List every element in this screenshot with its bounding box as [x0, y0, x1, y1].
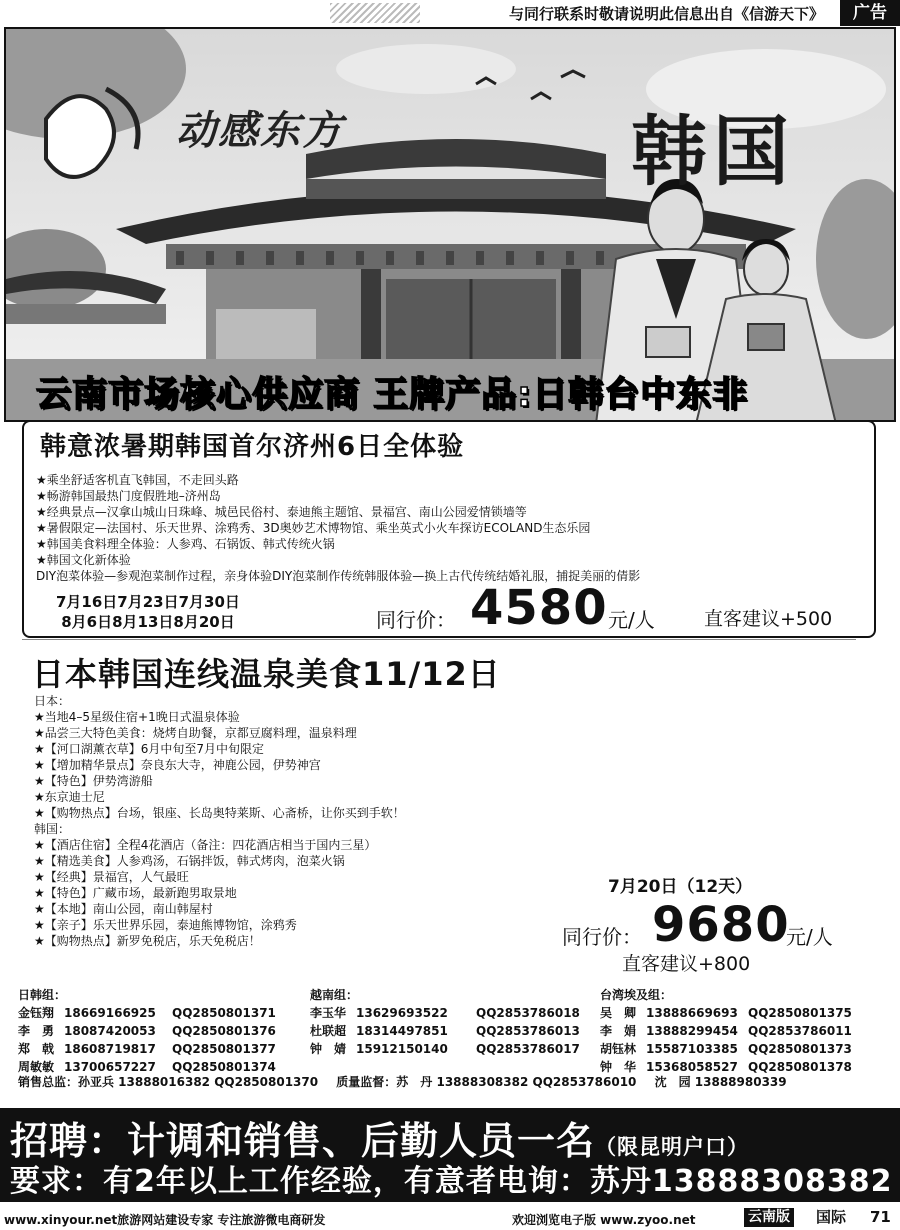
contact-phone[interactable]: 13888299454 — [646, 1024, 738, 1038]
contact-qq: QQ2850801378 — [748, 1060, 852, 1074]
contact-name: 胡钰林 — [600, 1042, 637, 1056]
highlight-line: ★当地4–5星级住宿+1晚日式温泉体验 — [34, 710, 240, 724]
highlight-line: ★【特色】伊势湾游船 — [34, 774, 153, 788]
group-title: 台湾埃及组： — [600, 988, 673, 1002]
contact-name: 杜联超 — [310, 1024, 347, 1038]
tour-title: 韩意浓暑期韩国首尔济州6日全体验 — [40, 432, 465, 462]
price-value: 9680 — [652, 897, 790, 953]
contact-row — [310, 1004, 580, 1022]
contact-name: 钟 婧 — [310, 1042, 347, 1056]
contact-phone[interactable]: 15368058527 — [646, 1060, 738, 1074]
contact-group-vietnam — [310, 986, 580, 1058]
contact-name: 周敏敏 — [18, 1060, 55, 1074]
contact-phone[interactable]: 15912150140 — [356, 1042, 448, 1056]
departure-dates — [56, 592, 240, 632]
tour-highlights — [36, 472, 640, 584]
price-unit: 元/人 — [786, 925, 833, 949]
contact-phone[interactable]: 13629693522 — [356, 1006, 448, 1020]
contact-qq: QQ2853786013 — [476, 1024, 580, 1038]
contact-phone[interactable]: 18669166925 — [64, 1006, 156, 1020]
page-number: 71 — [870, 1208, 891, 1226]
contact-row — [310, 1022, 580, 1040]
contact-group-taiwan-egypt — [600, 986, 852, 1076]
contact-qq: QQ2853786011 — [748, 1024, 852, 1038]
highlight-line: ★暑假限定—法国村、乐天世界、涂鸦秀、3D奥妙艺术博物馆、乘坐英式小火车探访ECOLAND生态乐园 — [36, 521, 591, 535]
highlight-line: ★品尝三大特色美食：烧烤自助餐，京都豆腐料理，温泉料理 — [34, 726, 357, 740]
footer-right-link[interactable]: 欢迎浏览电子版 www.zyoo.net — [512, 1213, 696, 1227]
contact-row — [18, 1040, 276, 1058]
highlight-line: ★【河口湖薰衣草】6月中旬至7月中旬限定 — [34, 742, 265, 756]
group-title: 越南组： — [310, 988, 359, 1002]
section-divider — [22, 639, 856, 640]
tour-japan-korea-11day — [22, 645, 876, 985]
highlight-line: ★畅游韩国最热门度假胜地–济州岛 — [36, 489, 221, 503]
highlight-line: ★【经典】景福宫，人气最旺 — [34, 870, 189, 884]
highlight-line: ★【精选美食】人参鸡汤，石锅拌饭，韩式烤肉，泡菜火锅 — [34, 854, 345, 868]
highlight-line: ★韩国美食料理全体验：人参鸡、石锅饭、韩式传统火锅 — [36, 537, 335, 551]
extra-contact: 沈 园 13888980339 — [654, 1075, 787, 1089]
top-bar — [0, 0, 900, 26]
quality-supervisor: 质量监督：苏 丹 13888308382 QQ2853786010 — [336, 1075, 637, 1089]
retail-advice: 直客建议+500 — [704, 608, 833, 630]
price-label: 同行价： — [562, 925, 642, 949]
contact-phone[interactable]: 18608719817 — [64, 1042, 156, 1056]
contact-name: 郑 戟 — [18, 1042, 55, 1056]
hero-illustration — [6, 29, 896, 422]
highlight-line: ★经典景点—汉拿山城山日珠峰、城邑民俗村、泰迪熊主题馆、景福宫、南山公园爱情锁墙等 — [36, 505, 527, 519]
footer-left-link[interactable]: www.xinyour.net旅游网站建设专家 专注旅游微电商研发 — [4, 1213, 326, 1227]
contact-group-japan-korea — [18, 986, 276, 1076]
group-title: 日韩组： — [18, 988, 67, 1002]
highlight-line: ★【本地】南山公园，南山韩屋村 — [34, 902, 213, 916]
highlight-line: ★乘坐舒适客机直飞韩国，不走回头路 — [36, 473, 239, 487]
hero-slogan: 云南市场核心供应商 王牌产品:日韩台中东非 — [36, 375, 749, 415]
tour-highlights — [34, 693, 405, 949]
page-footer — [0, 1204, 900, 1230]
contact-name: 李 娟 — [600, 1024, 637, 1038]
date-line: 7月16日7月23日7月30日 — [56, 593, 240, 611]
contact-phone[interactable]: 13888669693 — [646, 1006, 738, 1020]
recruit-note: （限昆明户口） — [595, 1135, 750, 1159]
highlight-line: ★东京迪士尼 — [34, 790, 105, 804]
contact-row — [600, 1022, 852, 1040]
contact-name: 金钰翔 — [18, 1006, 55, 1020]
contact-qq: QQ2853786018 — [476, 1006, 580, 1020]
price-label: 同行价： — [376, 608, 456, 632]
contact-name: 吴 卿 — [600, 1006, 637, 1020]
contact-qq: QQ2850801371 — [172, 1006, 276, 1020]
contact-qq: QQ2850801373 — [748, 1042, 852, 1056]
highlight-line: ★【购物热点】台场，银座、长岛奥特莱斯、心斋桥，让你买到手软！ — [34, 806, 405, 820]
hero-banner — [4, 27, 896, 422]
highlight-line: ★【特色】广藏市场，最新跑男取景地 — [34, 886, 237, 900]
contact-name: 钟 华 — [600, 1060, 637, 1074]
contact-row — [310, 1040, 580, 1058]
section-name: 国际 — [816, 1208, 847, 1226]
contact-qq: QQ2853786017 — [476, 1042, 580, 1056]
highlight-line: DIY泡菜体验—参观泡菜制作过程，亲身体验DIY泡菜制作传统韩服体验—换上古代传统结婚礼服，捕捉美丽的倩影 — [36, 569, 641, 583]
tour-title: 日本韩国连线温泉美食11/12日 — [32, 655, 501, 693]
management-contacts — [18, 1073, 801, 1090]
contact-row — [18, 1004, 276, 1022]
contact-qq: QQ2850801376 — [172, 1024, 276, 1038]
recruit-requirements: 要求：有2年以上工作经验，有意者电询：苏丹13888308382 — [10, 1164, 893, 1199]
contact-phone[interactable]: 13700657227 — [64, 1060, 156, 1074]
contact-qq: QQ2850801377 — [172, 1042, 276, 1056]
contact-phone[interactable]: 15587103385 — [646, 1042, 738, 1056]
price-unit: 元/人 — [608, 608, 655, 632]
contact-row — [18, 1022, 276, 1040]
country-title: 韩国 — [631, 107, 795, 196]
contact-row — [600, 1004, 852, 1022]
contact-qq: QQ2850801374 — [172, 1060, 276, 1074]
source-notice: 与同行联系时敬请说明此信息出自《信游天下》 — [508, 5, 824, 23]
sales-director: 销售总监：孙亚兵 13888016382 QQ2850801370 — [18, 1075, 319, 1089]
tour-korea-6day — [22, 420, 876, 638]
edition-tag: 云南版 — [744, 1208, 794, 1227]
retail-advice: 直客建议+800 — [622, 953, 751, 975]
contact-name: 李 勇 — [18, 1024, 55, 1038]
ad-label: 广告 — [840, 0, 900, 26]
contact-row — [600, 1040, 852, 1058]
highlight-line: ★韩国文化新体验 — [36, 553, 131, 567]
highlight-line: 日本： — [34, 694, 71, 708]
contact-qq: QQ2850801375 — [748, 1006, 852, 1020]
highlight-line: ★【酒店住宿】全程4花酒店（备注：四花酒店相当于国内三星） — [34, 838, 377, 852]
highlight-line: 韩国： — [34, 822, 71, 836]
recruitment-banner — [0, 1108, 900, 1202]
highlight-line: ★【增加精华景点】奈良东大寺，神鹿公园，伊势神宫 — [34, 758, 321, 772]
highlight-line: ★【亲子】乐天世界乐园，泰迪熊博物馆，涂鸦秀 — [34, 918, 297, 932]
decorative-stripe — [330, 3, 420, 23]
highlight-line: ★【购物热点】新罗免税店，乐天免税店！ — [34, 934, 261, 948]
price-value: 4580 — [470, 580, 608, 636]
date-line: 8月6日8月13日8月20日 — [61, 613, 235, 631]
contact-phone[interactable]: 18087420053 — [64, 1024, 156, 1038]
contact-name: 李玉华 — [310, 1006, 347, 1020]
departure-date: 7月20日（12天） — [608, 877, 753, 897]
contact-phone[interactable]: 18314497851 — [356, 1024, 448, 1038]
recruit-positions: 招聘：计调和销售、后勤人员一名 — [10, 1119, 596, 1163]
brand-name: 动感东方 — [176, 107, 344, 154]
